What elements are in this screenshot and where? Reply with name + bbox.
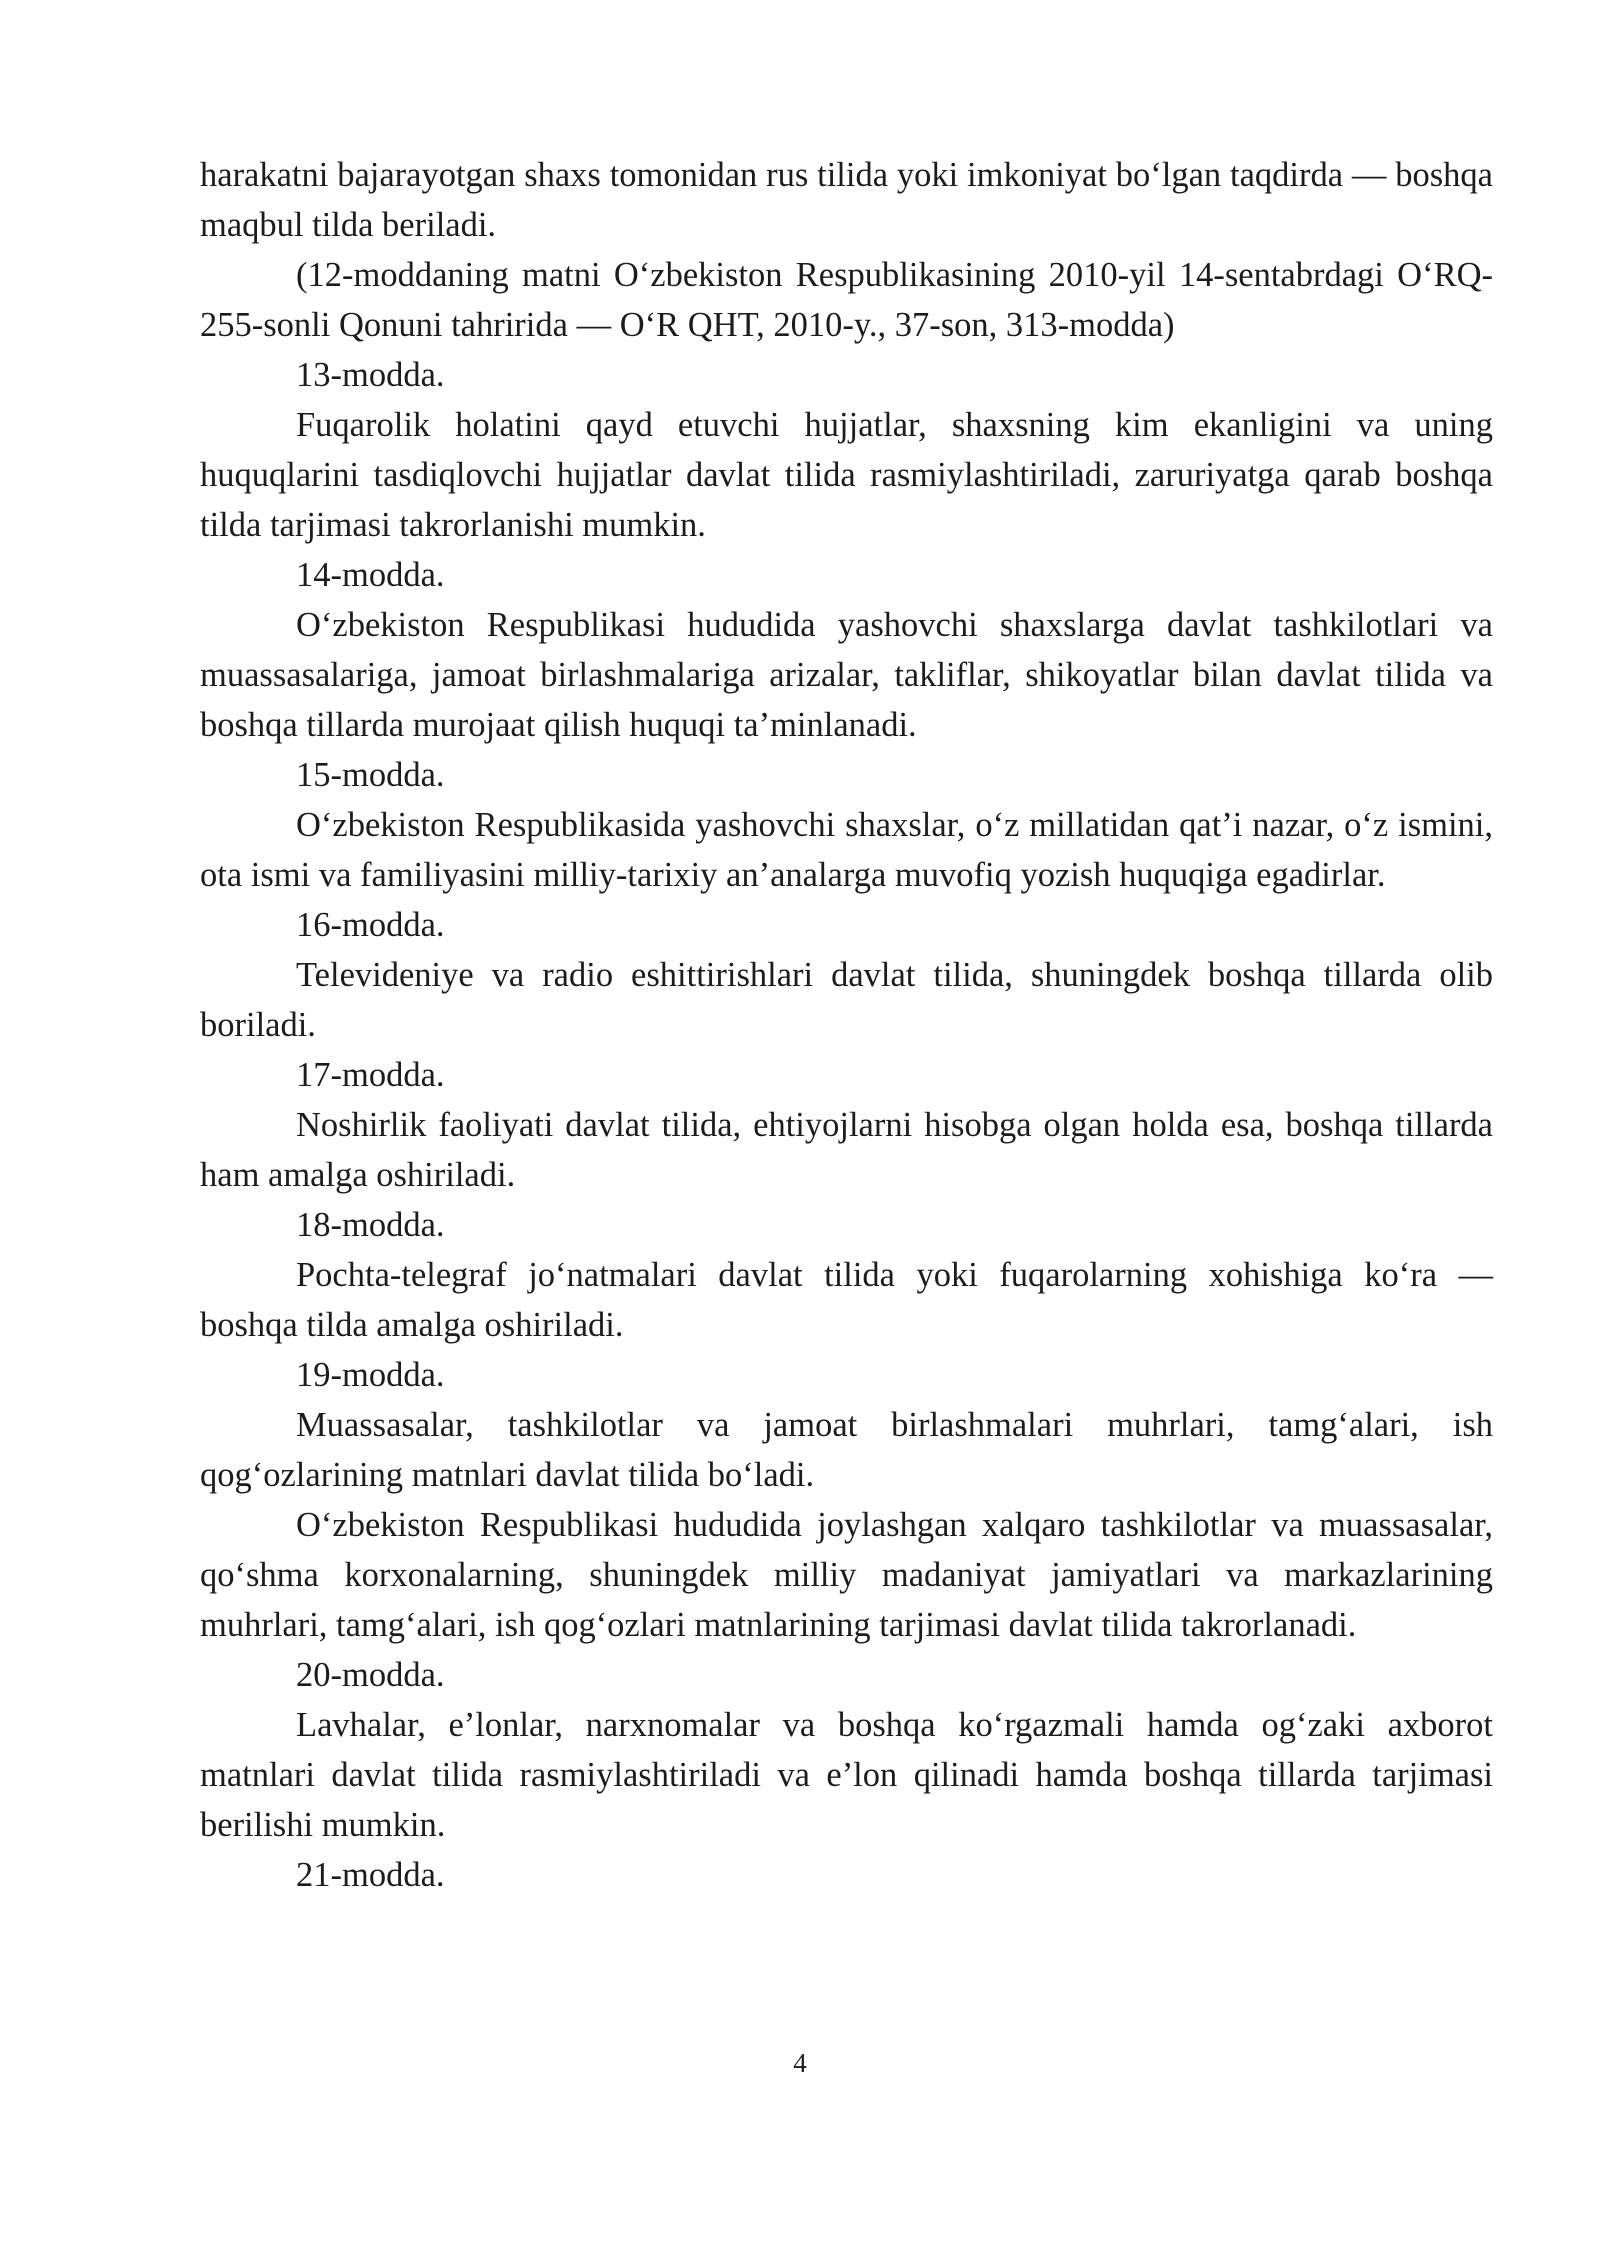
- paragraph-article-16: Televideniye va radio eshittirishlari davlat tilida, shuningdek boshqa tillarda olib boriladi.: [200, 956, 1493, 1044]
- article-heading-17: 17-modda.: [296, 1056, 445, 1094]
- article-heading-14: 14-modda.: [296, 556, 445, 594]
- article-heading-18: 18-modda.: [296, 1206, 445, 1244]
- paragraph-article-18: Pochta-telegraf jo‘natmalari davlat tilida yoki fuqarolarning xohishiga ko‘ra — boshqa tilda amalga oshiriladi.: [200, 1256, 1493, 1344]
- paragraph-article-17: Noshirlik faoliyati davlat tilida, ehtiyojlarni hisobga olgan holda esa, boshqa tillarda ham amalga oshiriladi.: [200, 1106, 1493, 1194]
- paragraph-amendment-note: (12-moddaning matni O‘zbekiston Respublikasining 2010-yil 14-sentabrdagi O‘RQ-255-sonli Qonuni tahririda — O‘R QHT, 2010-y., 37-son, 313-modda): [200, 256, 1493, 344]
- page-number: 4: [793, 2048, 807, 2078]
- page-body: [200, 150, 1493, 1900]
- article-heading-19: 19-modda.: [296, 1356, 445, 1394]
- paragraph-article-20: Lavhalar, e’lonlar, narxnomalar va boshqa ko‘rgazmali hamda og‘zaki axborot matnlari davlat tilida rasmiylashtiriladi va e’lon qilinadi hamda boshqa tillarda tarjimasi berilishi mumkin.: [200, 1706, 1493, 1844]
- paragraph-continuation: harakatni bajarayotgan shaxs tomonidan rus tilida yoki imkoniyat bo‘lgan taqdirda — boshqa maqbul tilda beriladi.: [200, 156, 1493, 244]
- paragraph-article-14: O‘zbekiston Respublikasi hududida yashovchi shaxslarga davlat tashkilotlari va muassasalariga, jamoat birlashmalariga arizalar, takliflar, shikoyatlar bilan davlat tilida va boshqa tillarda murojaat qilish huquqi ta’minlanadi.: [200, 606, 1493, 744]
- paragraph-article-19-part-2: O‘zbekiston Respublikasi hududida joylashgan xalqaro tashkilotlar va muassasalar, qo‘shma korxonalarning, shuningdek milliy madaniyat jamiyatlari va markazlarining muhrlari, tamg‘alari, ish qog‘ozlari matnlarining tarjimasi davlat tilida takrorlanadi.: [200, 1506, 1493, 1644]
- paragraph-article-19-part-1: Muassasalar, tashkilotlar va jamoat birlashmalari muhrlari, tamg‘alari, ish qog‘ozlarining matnlari davlat tilida bo‘ladi.: [200, 1406, 1493, 1494]
- article-heading-15: 15-modda.: [296, 756, 445, 794]
- article-heading-13: 13-modda.: [296, 356, 445, 394]
- article-heading-20: 20-modda.: [296, 1656, 445, 1694]
- article-heading-21: 21-modda.: [296, 1856, 445, 1894]
- paragraph-article-15: O‘zbekiston Respublikasida yashovchi shaxslar, o‘z millatidan qat’i nazar, o‘z ismini, ota ismi va familiyasini milliy-tarixiy an’analarga muvofiq yozish huquqiga egadirlar.: [200, 806, 1493, 894]
- article-heading-16: 16-modda.: [296, 906, 445, 944]
- paragraph-article-13: Fuqarolik holatini qayd etuvchi hujjatlar, shaxsning kim ekanligini va uning huquqlarini tasdiqlovchi hujjatlar davlat tilida rasmiylashtiriladi, zaruriyatga qarab boshqa tilda tarjimasi takrorlanishi mumkin.: [200, 406, 1493, 544]
